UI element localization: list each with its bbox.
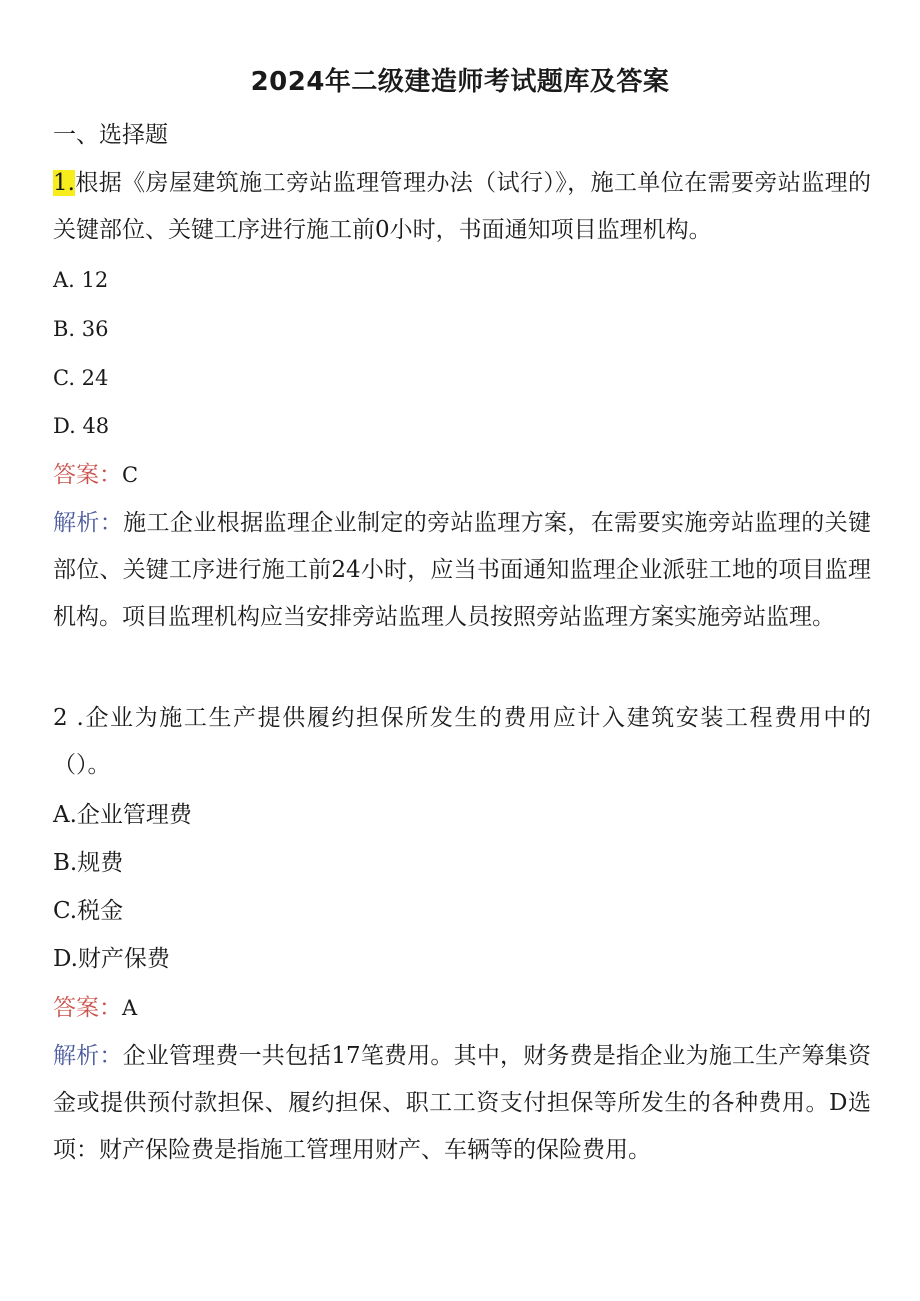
explanation-label: 解析： xyxy=(53,510,124,536)
answer-label: 答案： xyxy=(53,462,122,488)
question-2-answer xyxy=(53,990,137,1026)
answer-value: C xyxy=(122,463,139,487)
question-1-answer xyxy=(53,457,138,493)
question-2-explanation xyxy=(53,1033,871,1174)
question-1-number: 1. xyxy=(53,170,75,196)
question-2 xyxy=(53,695,871,789)
document-title: 2024年二级建造师考试题库及答案 xyxy=(250,67,670,97)
question-2-text: 2 .企业为施工生产提供履约担保所发生的费用应计入建筑安装工程费用中的（）。 xyxy=(53,705,871,778)
explanation-text: 施工企业根据监理企业制定的旁站监理方案，在需要实施旁站监理的关键部位、关键工序进行施工前24小时，应当书面通知监理企业派驻工地的项目监理机构。项目监理机构应当安排旁站监理人员按照旁站监理方案实施旁站监理。 xyxy=(53,510,872,630)
answer-value: A xyxy=(122,996,138,1020)
question-1-option-c: C. 24 xyxy=(53,366,109,390)
question-1-explanation xyxy=(53,500,871,641)
question-2-option-b: B.规费 xyxy=(53,850,124,876)
explanation-label: 解析： xyxy=(53,1043,123,1069)
question-2-option-a: A.企业管理费 xyxy=(53,802,192,828)
explanation-text: 企业管理费一共包括17笔费用。其中，财务费是指企业为施工生产筹集资金或提供预付款担保、履约担保、职工工资支付担保等所发生的各种费用。D选项：财产保险费是指施工管理用财产、车辆等的保险费用。 xyxy=(53,1043,871,1163)
question-1-text: 根据《房屋建筑施工旁站监理管理办法（试行）》，施工单位在需要旁站监理的关键部位、关键工序进行施工前0小时，书面通知项目监理机构。 xyxy=(53,170,871,243)
question-1-option-b: B. 36 xyxy=(53,317,109,341)
question-2-option-c: C.税金 xyxy=(53,898,124,924)
question-1-option-d: D. 48 xyxy=(53,414,110,438)
question-2-option-d: D.财产保费 xyxy=(53,946,170,972)
question-1 xyxy=(53,160,871,254)
section-heading: 一、选择题 xyxy=(53,122,168,148)
answer-label: 答案： xyxy=(53,995,122,1021)
question-1-option-a: A. 12 xyxy=(53,268,109,292)
